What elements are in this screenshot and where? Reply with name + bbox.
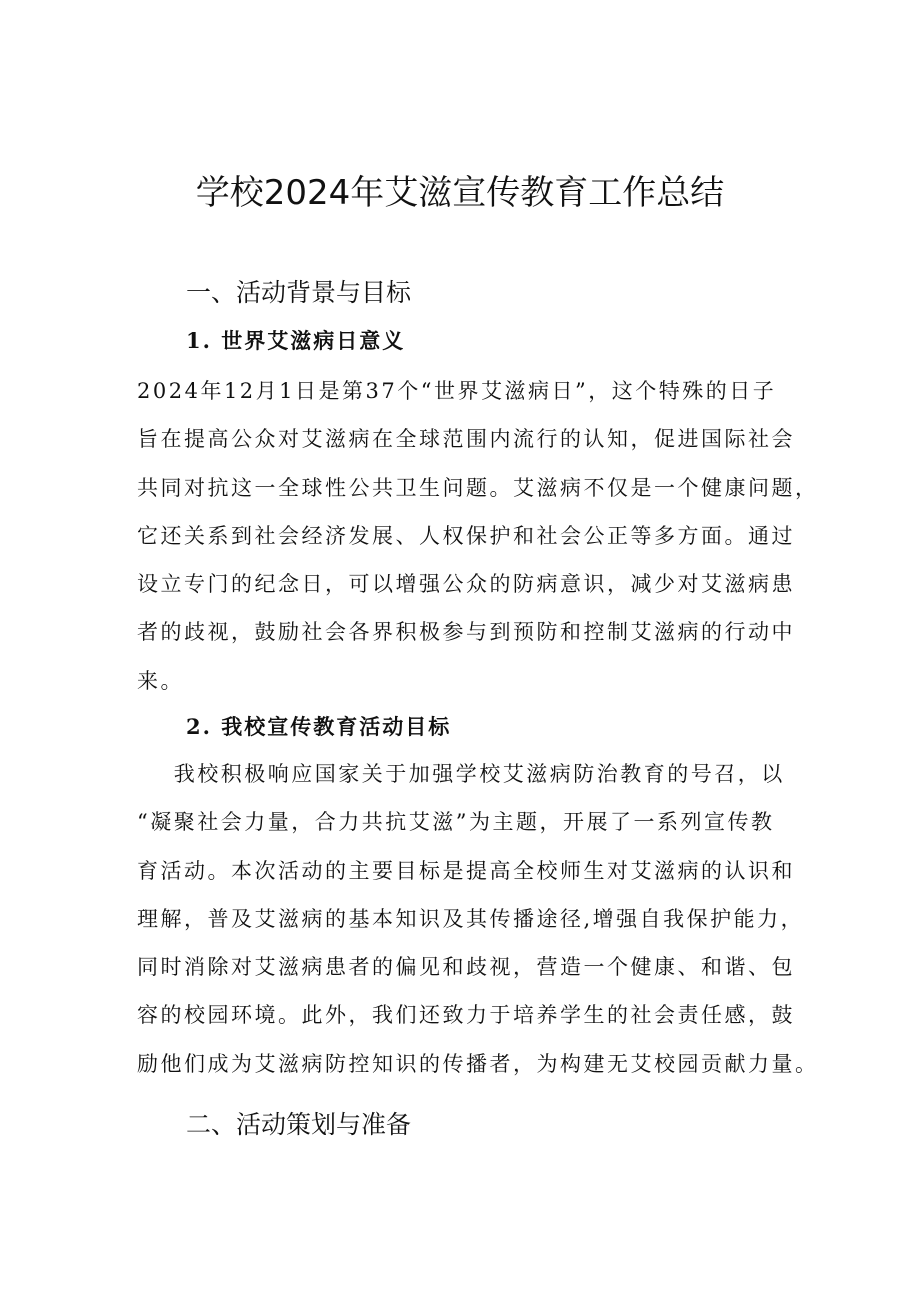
paragraph-line: 来。 [137,668,184,693]
paragraph-line: 同时消除对艾滋病患者的偏见和歧视，营造一个健康、和谐、包 [137,955,795,980]
section-heading-1: 一、活动背景与目标 [186,278,412,307]
paragraph-line: 旨在提高公众对艾滋病在全球范围内流行的认知，促进国际社会 [137,427,795,452]
document-title: 学校2024年艾滋宣传教育工作总结 [195,173,725,213]
paragraph-line: 它还关系到社会经济发展、人权保护和社会公正等多方面。通过 [137,523,795,548]
paragraph-line: 理解，普及艾滋病的基本知识及其传播途径,增强自我保护能力， [137,906,805,931]
section-heading-2: 二、活动策划与准备 [186,1110,412,1139]
paragraph-line: 容的校园环境。此外，我们还致力于培养学生的社会责任感，鼓 [137,1003,795,1028]
paragraph-line: “凝聚社会力量，合力共抗艾滋”为主题，开展了一系列宣传教 [137,810,775,835]
paragraph-1 [137,367,819,705]
paragraph-line: 我校积极响应国家关于加强学校艾滋病防治教育的号召，以 [137,762,785,786]
paragraph-2 [137,750,819,1088]
paragraph-line: 共同对抗这一全球性公共卫生问题。艾滋病不仅是一个健康问题， [137,475,819,500]
paragraph-line: 育活动。本次活动的主要目标是提高全校师生对艾滋病的认识和 [137,858,795,883]
paragraph-line: 设立专门的纪念日，可以增强公众的防病意识，减少对艾滋病患 [137,572,795,597]
subsection-heading-2: 2. 我校宣传教育活动目标 [186,714,452,739]
paragraph-line: 者的歧视，鼓励社会各界积极参与到预防和控制艾滋病的行动中 [137,620,795,645]
paragraph-line: 2024年12月1日是第37个“世界艾滋病日”，这个特殊的日子 [137,379,777,403]
subsection-heading-1: 1. 世界艾滋病日意义 [186,328,406,353]
paragraph-line: 励他们成为艾滋病防控知识的传播者，为构建无艾校园贡献力量。 [137,1051,819,1076]
